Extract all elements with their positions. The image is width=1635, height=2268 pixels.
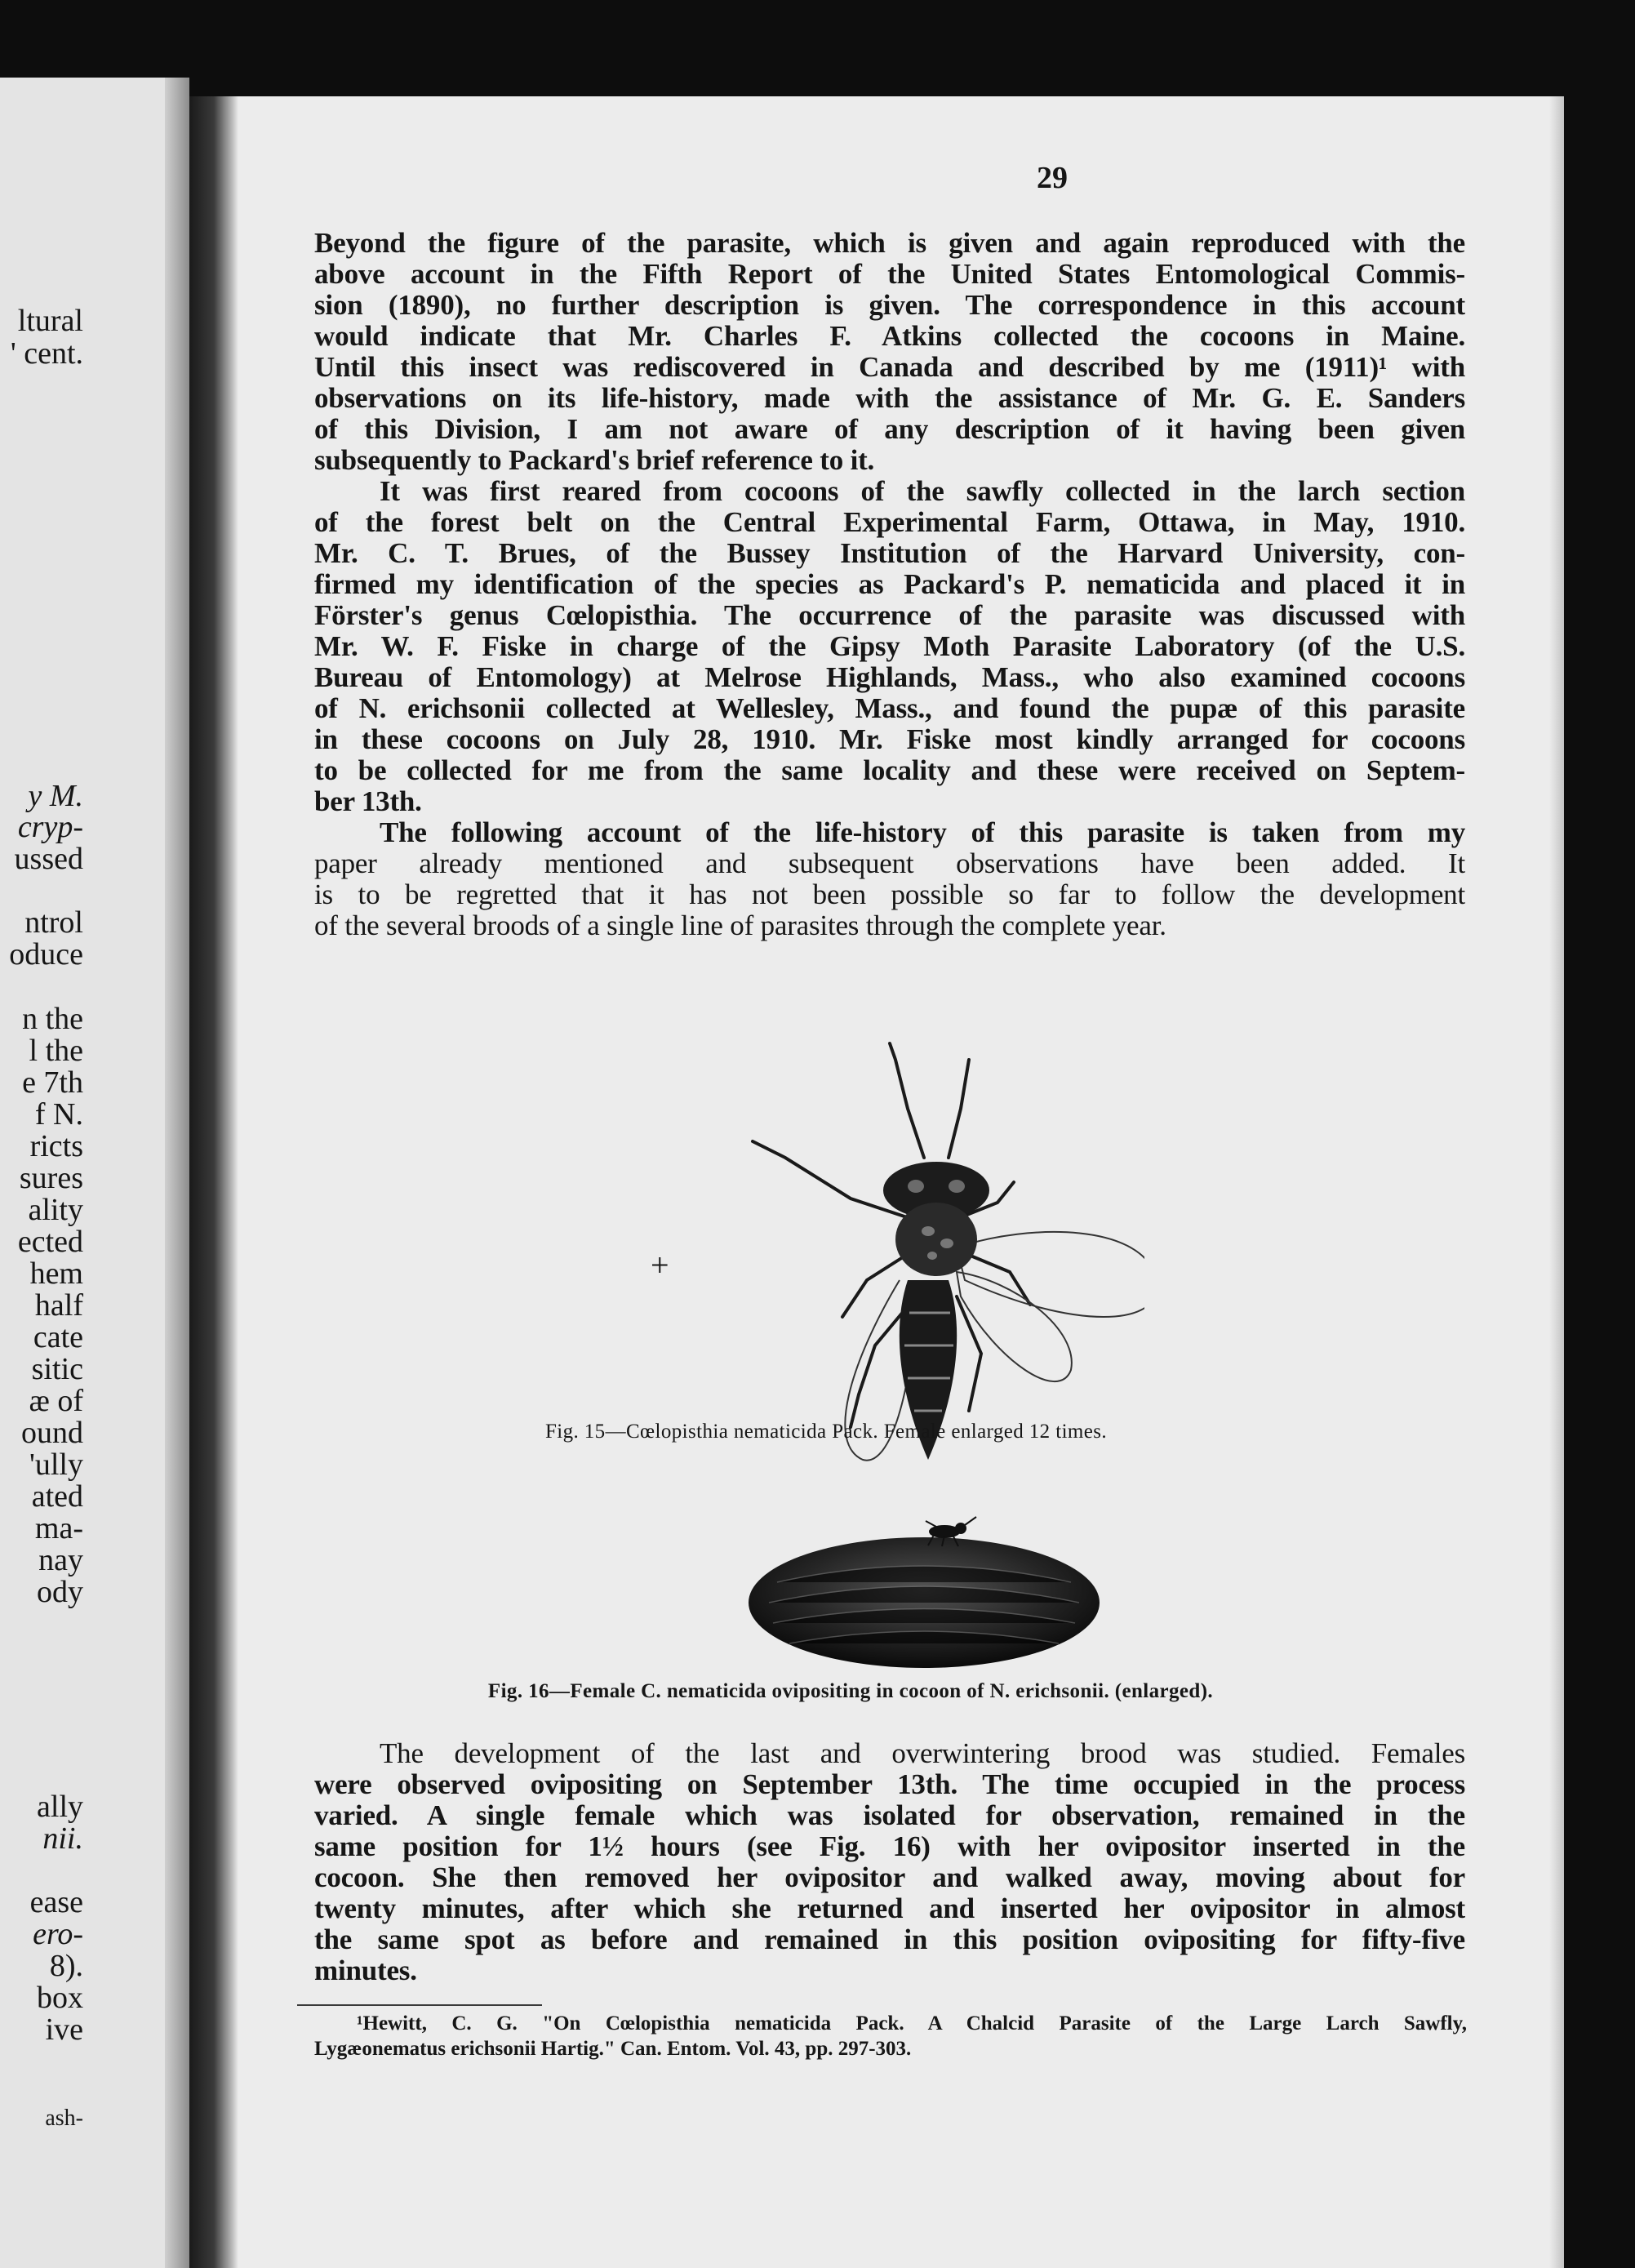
figure-16-caption: Fig. 16—Female C. nematicida ovipositing in cocoon of N. erichsonii. (enlarged).	[487, 1680, 1214, 1702]
fragment-line: ricts	[29, 1129, 83, 1163]
page-number: 29	[1037, 161, 1068, 195]
fragment-line: cate	[33, 1320, 83, 1354]
binding-gutter-shadow	[189, 96, 238, 2268]
fragment-line: y M.	[28, 779, 83, 813]
fragment-line: ound	[21, 1416, 83, 1450]
text-line: observations on its life-history, made with the assistance of Mr. G. E. Sanders	[314, 382, 1465, 414]
text-line: of the forest belt on the Central Experimental Farm, Ottawa, in May, 1910.	[314, 506, 1465, 538]
text-line: to be collected for me from the same locality and these were received on Septem-	[314, 754, 1465, 786]
fragment-line: ussed	[14, 842, 83, 876]
fragment-line: ero-	[33, 1917, 83, 1951]
document-page	[189, 96, 1564, 2268]
fragment-line: nii.	[42, 1821, 83, 1856]
text-line: would indicate that Mr. Charles F. Atkins collected the cocoons in Maine.	[314, 320, 1465, 352]
text-line: is to be regretted that it has not been possible so far to follow the development	[314, 878, 1465, 910]
fragment-line: 8).	[49, 1949, 83, 1983]
figure-15	[651, 1035, 1144, 1484]
fragment-line: box	[37, 1981, 83, 2015]
text-line: Förster's genus Cœlopisthia. The occurrence of the parasite was discussed with	[314, 599, 1465, 631]
fragment-line: ease	[29, 1885, 83, 1919]
previous-page-fragment	[0, 78, 189, 2268]
footnote-line: ¹Hewitt, C. G. "On Cœlopisthia nematicida Pack. A Chalcid Parasite of the Large Larch Sawfly,	[357, 2012, 1467, 2035]
wasp-illustration	[687, 1035, 1144, 1484]
fragment-line: ma-	[34, 1511, 83, 1545]
text-line: Bureau of Entomology) at Melrose Highlands, Mass., who also examined cocoons	[314, 661, 1465, 693]
text-line: sion (1890), no further description is given. The correspondence in this account	[314, 289, 1465, 321]
text-line: The following account of the life-history of this parasite is taken from my	[380, 816, 1465, 848]
figure-16	[744, 1484, 1104, 1672]
fragment-line: ltural	[17, 304, 83, 338]
text-line: ber 13th.	[314, 785, 422, 817]
text-line: of the several broods of a single line of parasites through the complete year.	[314, 909, 1166, 941]
fragment-line: e 7th	[22, 1065, 83, 1100]
text-line: The development of the last and overwintering brood was studied. Females	[380, 1737, 1465, 1769]
text-line: the same spot as before and remained in this position ovipositing for fifty-five	[314, 1923, 1465, 1955]
fragment-line: ected	[17, 1225, 83, 1259]
fragment-line: hem	[29, 1256, 83, 1291]
text-line: firmed my identification of the species as Packard's P. nematicida and placed it in	[314, 568, 1465, 600]
page-fold-shadow	[165, 78, 189, 2268]
fragment-line: ated	[31, 1479, 83, 1514]
text-line: of N. erichsonii collected at Wellesley, Mass., and found the pupæ of this parasite	[314, 692, 1465, 724]
fragment-line: f N.	[34, 1097, 83, 1132]
figure-15-marker: +	[651, 1247, 669, 1283]
text-line: Mr. C. T. Brues, of the Bussey Institution of the Harvard University, con-	[314, 537, 1465, 569]
text-line: above account in the Fifth Report of the United States Entomological Commis-	[314, 258, 1465, 290]
fragment-line: sures	[19, 1161, 83, 1195]
text-line: twenty minutes, after which she returned and inserted her ovipositor in almost	[314, 1892, 1465, 1924]
footnote-rule	[297, 2004, 542, 2006]
text-line: paper already mentioned and subsequent observations have been added. It	[314, 847, 1465, 879]
text-line: in these cocoons on July 28, 1910. Mr. Fiske most kindly arranged for cocoons	[314, 723, 1465, 755]
text-line: Until this insect was rediscovered in Canada and described by me (1911)¹ with	[314, 351, 1465, 383]
fragment-line: ive	[45, 2012, 83, 2047]
footnote-line: Lygæonematus erichsonii Hartig." Can. Entom. Vol. 43, pp. 297-303.	[314, 2038, 912, 2060]
text-line: It was first reared from cocoons of the sawfly collected in the larch section	[380, 475, 1465, 507]
text-line: Mr. W. F. Fiske in charge of the Gipsy Moth Parasite Laboratory (of the U.S.	[314, 630, 1465, 662]
fragment-line: 'ully	[29, 1448, 83, 1482]
fragment-line: half	[34, 1288, 83, 1323]
text-line: of this Division, I am not aware of any description of it having been given	[314, 413, 1465, 445]
fragment-line: cryp-	[17, 810, 83, 844]
figure-15-caption: Fig. 15—Cœlopisthia nematicida Pack. Female enlarged 12 times.	[544, 1421, 1108, 1443]
fragment-line: ally	[37, 1790, 83, 1824]
fragment-line: ality	[28, 1193, 83, 1227]
cocoon-illustration	[744, 1484, 1104, 1672]
fragment-line: oduce	[9, 937, 83, 972]
fragment-line: l the	[29, 1034, 83, 1068]
text-line: same position for 1½ hours (see Fig. 16) with her ovipositor inserted in the	[314, 1830, 1465, 1862]
fragment-line: æ of	[29, 1384, 83, 1418]
fragment-line: n the	[22, 1002, 83, 1036]
text-line: were observed ovipositing on September 13th. The time occupied in the process	[314, 1768, 1465, 1800]
fragment-line: ody	[37, 1575, 83, 1609]
text-line: Beyond the figure of the parasite, which is given and again reproduced with the	[314, 227, 1465, 259]
fragment-line: sitic	[31, 1352, 83, 1386]
text-line: minutes.	[314, 1954, 417, 1986]
fragment-line: ' cent.	[10, 336, 83, 371]
fragment-line: ash-	[45, 2106, 83, 2131]
fragment-line: ntrol	[24, 905, 83, 940]
text-line: varied. A single female which was isolated for observation, remained in the	[314, 1799, 1465, 1831]
page-edge	[1549, 96, 1564, 2268]
text-line: cocoon. She then removed her ovipositor and walked away, moving about for	[314, 1861, 1465, 1893]
text-line: subsequently to Packard's brief reference to it.	[314, 444, 875, 476]
fragment-line: nay	[38, 1543, 83, 1577]
